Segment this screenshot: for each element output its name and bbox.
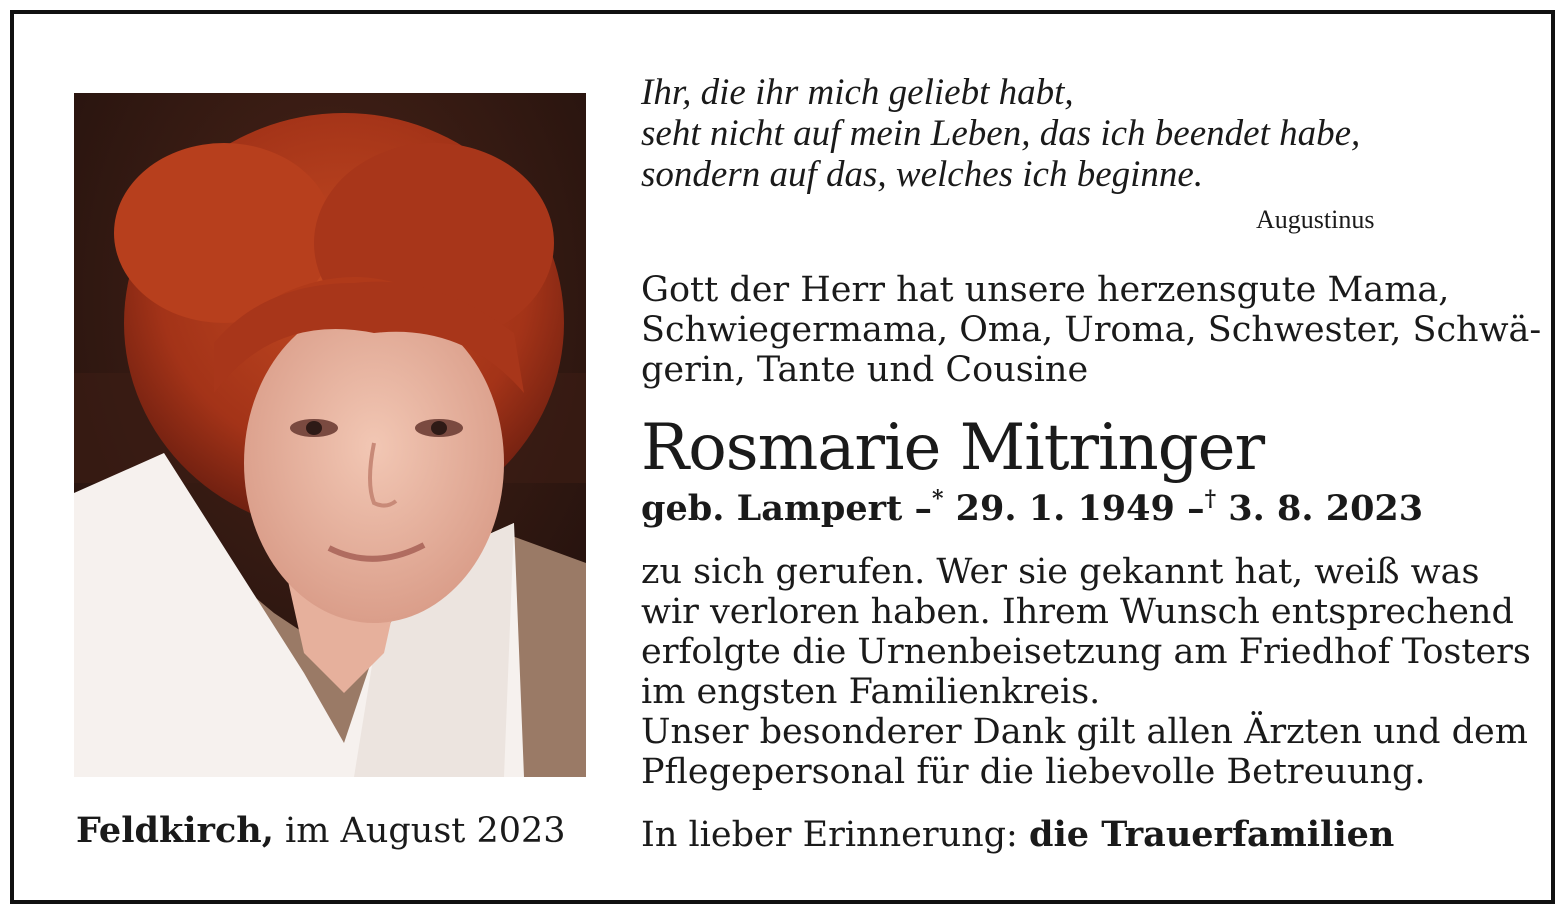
quote-line: Ihr, die ihr mich geliebt habt, — [641, 72, 1074, 113]
body-line: im engsten Familienkreis. — [641, 672, 1101, 712]
signature-prefix: In lieber Erinnerung: — [641, 815, 1018, 855]
birth-star-icon: * — [931, 486, 944, 512]
dash-separator: – — [1187, 488, 1205, 529]
body-line: Pflegepersonal für die liebevolle Betreuung. — [641, 752, 1426, 792]
quote-line: sondern auf das, welches ich beginne. — [641, 154, 1204, 195]
quote-author: Augustinus — [1256, 205, 1375, 234]
place-date: im August 2023 — [285, 811, 566, 851]
intro-line: gerin, Tante und Cousine — [641, 350, 1089, 390]
deceased-name: Rosmarie Mitringer — [641, 411, 1265, 485]
intro-line: Gott der Herr hat unsere herzensgute Mama, — [641, 270, 1450, 310]
quote-block — [641, 72, 1360, 195]
birth-name: geb. Lampert — [641, 488, 903, 529]
death-date: 3. 8. 2023 — [1228, 488, 1424, 529]
death-cross-icon: † — [1204, 486, 1217, 512]
signature-family: die Trauerfamilien — [1029, 814, 1395, 855]
body-line: zu sich gerufen. Wer sie gekannt hat, weiß was — [641, 552, 1480, 592]
body-line: Unser besonderer Dank gilt allen Ärzten und dem — [641, 712, 1528, 752]
portrait-photo — [74, 93, 586, 777]
portrait-illustration — [74, 93, 586, 777]
body-line: wir verloren haben. Ihrem Wunsch entsprechend — [641, 592, 1514, 632]
body-line: erfolgte die Urnenbeisetzung am Friedhof Tosters — [641, 632, 1531, 672]
life-dates — [641, 486, 1423, 529]
birth-date: 29. 1. 1949 — [955, 488, 1175, 529]
quote-line: seht nicht auf mein Leben, das ich beendet habe, — [641, 113, 1361, 154]
intro-line: Schwiegermama, Oma, Uroma, Schwester, Schwä- — [641, 310, 1542, 350]
signature — [641, 814, 1394, 855]
place-and-date — [76, 810, 566, 851]
body-text — [641, 552, 1531, 792]
intro-text — [641, 270, 1542, 390]
place-city: Feldkirch, — [76, 810, 274, 851]
dash-separator: – — [914, 488, 932, 529]
